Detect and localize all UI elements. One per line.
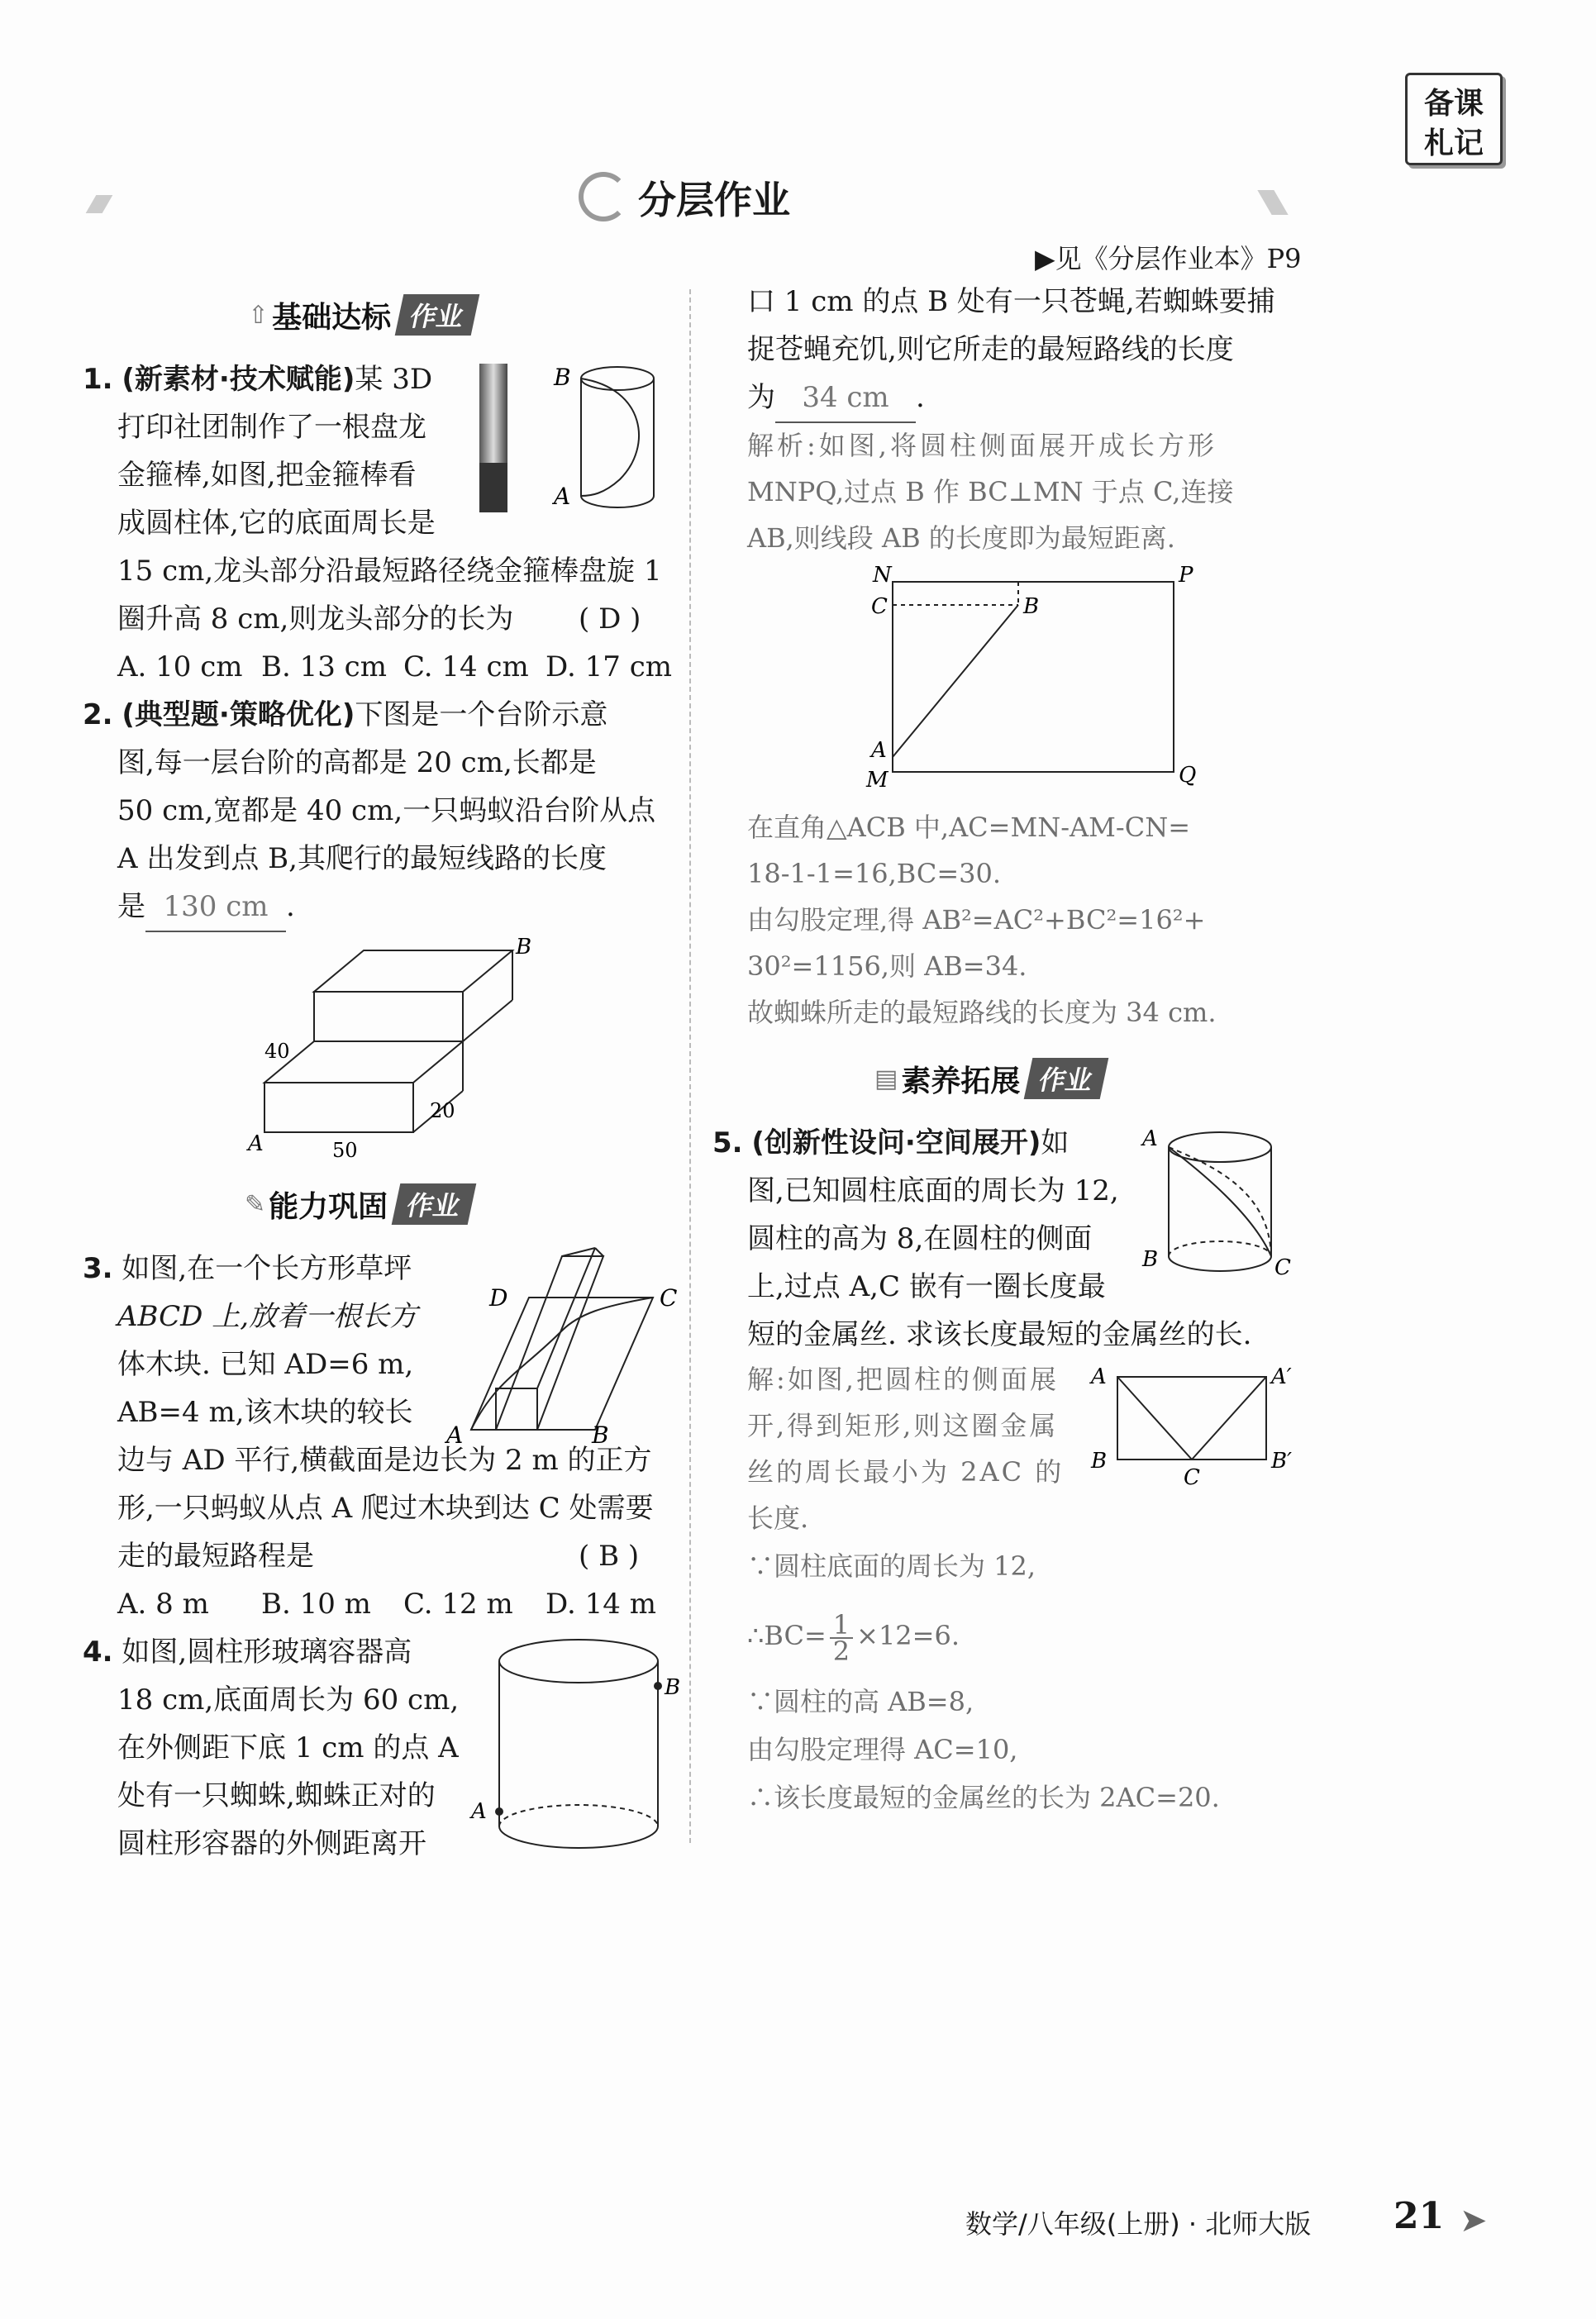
q1-line5: 15 cm,龙头部分沿最短路径绕金箍棒盘旋 1 xyxy=(117,555,662,588)
q1-cylinder-figure xyxy=(545,355,669,521)
q4-line1 xyxy=(83,1628,412,1676)
q1-line4: 成圆柱体,它的底面周长是 xyxy=(117,507,436,540)
q4-cont-line3 xyxy=(747,374,925,423)
q2-fig-label-a: A xyxy=(248,1131,264,1156)
q3-fig-label-a: A xyxy=(446,1421,464,1449)
q3-option-c: C. 12 m xyxy=(403,1588,513,1621)
q5-fig2-label-a-prime: A′ xyxy=(1271,1364,1292,1389)
q1-text1: 某 3D xyxy=(355,363,433,396)
q4-fig2-label-m: M xyxy=(866,768,889,793)
section-ability-tag: 作业 xyxy=(392,1183,477,1225)
q5-solution-line1: 解:如图,把圆柱的侧面展 xyxy=(747,1364,1059,1395)
q5-fraction-num: 1 xyxy=(830,1612,853,1639)
q5-fig2-label-a: A xyxy=(1091,1364,1107,1389)
q2-number: 2. xyxy=(83,698,113,731)
q2-text5-pre: 是 xyxy=(117,890,145,923)
q2-line4: A 出发到点 B,其爬行的最短线路的长度 xyxy=(117,842,607,875)
q5-solution-line5: ∵圆柱底面的周长为 12, xyxy=(747,1550,1036,1582)
page-title: 分层作业 xyxy=(638,178,790,222)
corner-note-line2: 札记 xyxy=(1423,126,1484,160)
q5-fig2-label-b: B xyxy=(1091,1449,1108,1474)
q2-line5 xyxy=(117,883,295,932)
q2-tag: (典型题·策略优化) xyxy=(121,698,355,731)
leaf-icon: ✎ xyxy=(245,1189,266,1219)
q5-solution-line3: 丝的周长最小为 2AC 的 xyxy=(747,1456,1065,1488)
q4-fig2-label-b: B xyxy=(1023,594,1040,619)
q3-option-b: B. 10 m xyxy=(261,1588,371,1621)
q4-fig2-label-q: Q xyxy=(1179,763,1197,788)
q5-text1: 如 xyxy=(1041,1126,1070,1160)
q1-fig-label-b: B xyxy=(554,364,571,391)
q4-cont-line1: 口 1 cm 的点 B 处有一只苍蝇,若蜘蛛要捕 xyxy=(747,285,1275,318)
q2-fig-label-b: B xyxy=(516,935,532,960)
q3-line5: 边与 AD 平行,横截面是边长为 2 m 的正方 xyxy=(117,1444,652,1477)
q4-solution-line5: 18-1-1=16,BC=30. xyxy=(747,858,1002,889)
q4-cont-text3-post: . xyxy=(916,381,925,414)
q2-line2: 图,每一层台阶的高都是 20 cm,长都是 xyxy=(117,746,597,779)
q4-solution-line2: MNPQ,过点 B 作 BC⊥MN 于点 C,连接 xyxy=(747,476,1234,507)
section-basic-name: 基础达标 xyxy=(272,300,392,335)
q4-number: 4. xyxy=(83,1636,113,1669)
q1-line3: 金箍棒,如图,把金箍棒看 xyxy=(117,459,417,492)
q3-lawn-figure xyxy=(446,1240,686,1449)
q4-solution-line1: 解析:如图,将圆柱侧面展开成长方形 xyxy=(747,430,1217,461)
book-icon: ▤ xyxy=(874,1064,898,1093)
q5-line1 xyxy=(712,1119,1069,1167)
q5-fraction-den: 2 xyxy=(832,1635,850,1667)
column-divider xyxy=(689,289,691,1843)
q3-fig-label-b: B xyxy=(592,1421,609,1449)
q1-option-b: B. 13 cm xyxy=(261,650,387,683)
q4-solution-line7: 30²=1156,则 AB=34. xyxy=(747,950,1027,982)
q4-fig-label-a: A xyxy=(471,1799,487,1824)
q4-solution-line4: 在直角△ACB 中,AC=MN-AM-CN= xyxy=(747,812,1191,843)
book-edition: 数学/八年级(上册) · 北师大版 xyxy=(965,2208,1312,2240)
q5-line3: 圆柱的高为 8,在圆柱的侧面 xyxy=(747,1222,1093,1255)
q1-line6: 圈升高 8 cm,则龙头部分的长为 xyxy=(117,602,514,636)
q3-option-a: A. 8 m xyxy=(117,1588,209,1621)
q1-fig-label-a: A xyxy=(554,483,571,510)
q4-fig-label-b: B xyxy=(665,1675,681,1700)
q5-solution-line2: 开,得到矩形,则这圈金属 xyxy=(747,1410,1059,1441)
q5-solution-line8: 由勾股定理得 AC=10, xyxy=(747,1734,1018,1765)
q1-line1 xyxy=(83,355,432,403)
q5-solution-line6 xyxy=(747,1608,960,1669)
q2-fig-label-50: 50 xyxy=(332,1139,358,1162)
q3-number: 3. xyxy=(83,1252,113,1285)
q5-line2: 图,已知圆柱底面的周长为 12, xyxy=(747,1174,1119,1207)
q5-fig2-label-b-prime: B′ xyxy=(1271,1449,1293,1474)
section-expand-name: 素养拓展 xyxy=(901,1064,1021,1098)
corner-note-box xyxy=(1405,73,1503,165)
q5-solution-line4: 长度. xyxy=(747,1502,809,1534)
q2-line1 xyxy=(83,691,607,739)
q4-cont-text3-pre: 为 xyxy=(747,381,775,414)
q2-text5-post: . xyxy=(286,890,295,923)
q4-fig2-label-c: C xyxy=(871,594,888,619)
q5-tag: (创新性设问·空间展开) xyxy=(751,1126,1041,1160)
workbook-reference: ▶见《分层作业本》P9 xyxy=(1035,243,1302,274)
q3-line7: 走的最短路程是 xyxy=(117,1540,314,1573)
q5-solution-line9: ∴该长度最短的金属丝的长为 2AC=20. xyxy=(747,1782,1220,1813)
q2-fig-label-40: 40 xyxy=(264,1040,290,1063)
q4-solution-line6: 由勾股定理,得 AB²=AC²+BC²=16²+ xyxy=(747,904,1206,936)
q5-fig-label-c: C xyxy=(1274,1255,1291,1280)
q3-line3: 体木块. 已知 AD=6 m, xyxy=(117,1348,414,1381)
title-swirl-icon xyxy=(579,172,628,221)
section-basic-header xyxy=(248,293,475,337)
section-basic-tag: 作业 xyxy=(395,294,480,336)
q1-staff-photo xyxy=(474,364,512,512)
q4-line5: 圆柱形容器的外侧距离开 xyxy=(117,1827,426,1860)
q1-tag: (新素材·技术赋能) xyxy=(121,363,355,396)
q5-fig2-label-c: C xyxy=(1184,1465,1200,1490)
q2-stairs-figure xyxy=(240,934,554,1174)
q4-fig2-label-n: N xyxy=(873,563,892,588)
q4-cont-line2: 捉苍蝇充饥,则它所走的最短路线的长度 xyxy=(747,333,1234,366)
footer-arrow-icon: ➤ xyxy=(1460,2202,1488,2240)
q3-line6: 形,一只蚂蚁从点 A 爬过木块到达 C 处需要 xyxy=(117,1492,654,1525)
q5-solution6-pre: ∴BC= xyxy=(747,1620,827,1651)
q4-line3: 在外侧距下底 1 cm 的点 A xyxy=(117,1731,459,1764)
q3-line4: AB=4 m,该木块的较长 xyxy=(117,1396,413,1429)
right-header-rule xyxy=(1257,190,1288,215)
q2-text1: 下图是一个台阶示意 xyxy=(355,698,608,731)
q3-fig-label-d: D xyxy=(489,1284,508,1312)
q5-line4: 上,过点 A,C 嵌有一圈长度最 xyxy=(747,1270,1106,1303)
q2-fig-label-20: 20 xyxy=(430,1099,455,1122)
q4-answer-blank: 34 cm xyxy=(775,374,916,423)
q4-solution-line8: 故蜘蛛所走的最短路线的长度为 34 cm. xyxy=(747,997,1217,1028)
q1-number: 1. xyxy=(83,363,113,396)
q5-line5: 短的金属丝. 求该长度最短的金属丝的长. xyxy=(747,1318,1252,1351)
q4-fig2-label-a: A xyxy=(871,738,887,763)
page-number: 21 xyxy=(1394,2195,1445,2237)
left-header-rule xyxy=(86,195,113,213)
q5-cylinder-figure xyxy=(1137,1124,1303,1289)
corner-note-line1: 备课 xyxy=(1423,87,1484,121)
q4-line2: 18 cm,底面周长为 60 cm, xyxy=(117,1683,460,1717)
q4-unfolded-figure xyxy=(860,562,1197,793)
q4-container-figure xyxy=(463,1628,681,1859)
q1-option-d: D. 17 cm xyxy=(545,650,673,683)
up-arrow-icon: ⇧ xyxy=(248,300,269,330)
q3-text1: 如图,在一个长方形草坪 xyxy=(121,1252,412,1285)
q1-option-a: A. 10 cm xyxy=(117,650,243,683)
q5-fig-label-a: A xyxy=(1142,1126,1158,1151)
q5-solution6-post: ×12=6. xyxy=(856,1620,960,1651)
q4-line4: 处有一只蜘蛛,蜘蛛正对的 xyxy=(117,1779,436,1812)
q5-solution-line7: ∵圆柱的高 AB=8, xyxy=(747,1686,974,1717)
q5-fig-label-b: B xyxy=(1142,1247,1159,1272)
q3-answer: ( B ) xyxy=(579,1540,640,1573)
section-ability-name: 能力巩固 xyxy=(269,1189,388,1224)
q2-answer-blank: 130 cm xyxy=(145,883,286,932)
q4-fig2-label-p: P xyxy=(1179,563,1193,588)
section-ability-header xyxy=(245,1182,472,1226)
q1-line2: 打印社团制作了一根盘龙 xyxy=(117,411,426,444)
q3-fig-label-c: C xyxy=(660,1284,678,1312)
section-expand-header xyxy=(874,1056,1104,1101)
q3-option-d: D. 14 m xyxy=(545,1588,656,1621)
q5-number: 5. xyxy=(712,1126,743,1160)
q5-unfolded-figure xyxy=(1088,1355,1303,1488)
q3-line1 xyxy=(83,1245,412,1293)
q4-solution-line3: AB,则线段 AB 的长度即为最短距离. xyxy=(747,522,1175,554)
q5-fraction xyxy=(830,1608,853,1667)
q3-line2: ABCD 上,放着一根长方 xyxy=(117,1300,418,1333)
q1-option-c: C. 14 cm xyxy=(403,650,529,683)
q1-answer: ( D ) xyxy=(579,602,641,636)
q4-text1: 如图,圆柱形玻璃容器高 xyxy=(121,1636,412,1669)
section-expand-tag: 作业 xyxy=(1024,1058,1109,1099)
q2-line3: 50 cm,宽都是 40 cm,一只蚂蚁沿台阶从点 xyxy=(117,794,656,827)
